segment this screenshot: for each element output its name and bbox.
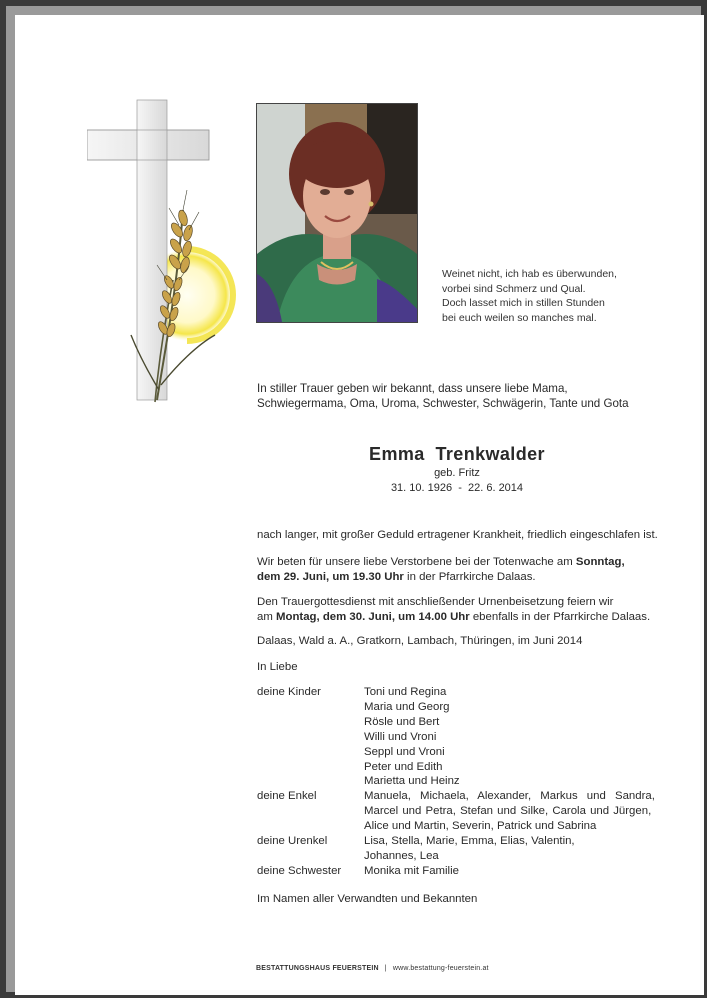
- wake-day: Sonntag,: [575, 556, 625, 568]
- intro-text: In stiller Trauer geben wir bekannt, dass unsere liebe Mama, Schwiegermama, Oma, Uroma, Schwester, Schwägerin, Tante und Gota: [257, 382, 629, 410]
- family-label: deine Kinder: [257, 686, 321, 698]
- maiden-name: geb. Fritz: [434, 467, 480, 479]
- in-love: In Liebe: [257, 661, 298, 673]
- service-announcement: [257, 595, 667, 625]
- closing-line: Im Namen aller Verwandten und Bekannten: [257, 893, 478, 905]
- family-name: Marietta und Heinz: [364, 775, 460, 788]
- wake-pre: Wir beten für unsere liebe Verstorbene bei der Totenwache am: [257, 556, 576, 568]
- family-names: [364, 685, 657, 789]
- portrait-image: [257, 104, 417, 322]
- website-link[interactable]: www.bestattung-feuerstein.at: [392, 965, 489, 972]
- family-names: [364, 864, 657, 879]
- family-name: Marcel und Petra, Stefan und Silke, Carola und Jürgen,: [364, 805, 652, 818]
- poem: [442, 267, 617, 325]
- portrait-photo: [256, 103, 418, 323]
- family-row: [257, 685, 657, 789]
- deceased-name: Emma Trenkwalder: [369, 444, 545, 464]
- family-name: Willi und Vroni: [364, 730, 437, 743]
- places-line: Dalaas, Wald a. A., Gratkorn, Lambach, Thüringen, im Juni 2014: [257, 635, 583, 647]
- poem-line: Weinet nicht, ich hab es überwunden,: [442, 268, 617, 280]
- footer-separator: |: [384, 965, 387, 972]
- obituary-page: [15, 15, 704, 995]
- family-names: [364, 789, 657, 834]
- wake-post: in der Pfarrkirche Dalaas.: [403, 571, 536, 583]
- family-row: [257, 834, 657, 864]
- family-label: deine Enkel: [257, 790, 317, 803]
- family-label: deine Schwester: [257, 864, 342, 877]
- passing-text: nach langer, mit großer Geduld ertragener Krankheit, friedlich eingeschlafen ist.: [257, 529, 658, 541]
- life-dates: 31. 10. 1926 - 22. 6. 2014: [390, 482, 524, 494]
- family-name: Seppl und Vroni: [364, 745, 445, 758]
- wake-announcement: [257, 555, 667, 585]
- family-name: Rösle und Bert: [364, 715, 440, 728]
- family-name: Alice und Martin, Severin, Patrick und Sabrina: [364, 820, 597, 833]
- cross-with-wheat-icon: [87, 90, 247, 410]
- service-date-time: Montag, dem 30. Juni, um 14.00 Uhr: [276, 611, 470, 623]
- poem-line: vorbei sind Schmerz und Qual.: [442, 282, 586, 295]
- family-name: Toni und Regina: [364, 686, 447, 698]
- family-name: Lisa, Stella, Marie, Emma, Elias, Valentin,: [364, 835, 575, 848]
- family-list: [257, 685, 657, 879]
- family-label: deine Urenkel: [257, 835, 328, 848]
- service-post: ebenfalls in der Pfarrkirche Dalaas.: [469, 611, 651, 623]
- family-names: [364, 834, 657, 864]
- poem-line: Doch lasset mich in stillen Stunden: [442, 297, 605, 309]
- family-name: Peter und Edith: [364, 760, 443, 773]
- company-name: BESTATTUNGSHAUS FEUERSTEIN: [256, 965, 379, 972]
- wake-date-time: dem 29. Juni, um 19.30 Uhr: [257, 571, 404, 583]
- poem-line: bei euch weilen so manches mal.: [442, 311, 597, 324]
- footer: [256, 965, 489, 972]
- family-name: Monika mit Familie: [364, 864, 459, 877]
- service-line1: Den Trauergottesdienst mit anschließender Urnenbeisetzung feiern wir: [257, 596, 614, 608]
- family-row: [257, 864, 657, 879]
- family-name: Manuela, Michaela, Alexander, Markus und Sandra,: [364, 790, 655, 803]
- service-pre: am: [257, 611, 276, 623]
- frame-border: [6, 6, 701, 992]
- family-name: Johannes, Lea: [364, 849, 439, 862]
- family-row: [257, 789, 657, 834]
- family-name: Maria und Georg: [364, 700, 450, 713]
